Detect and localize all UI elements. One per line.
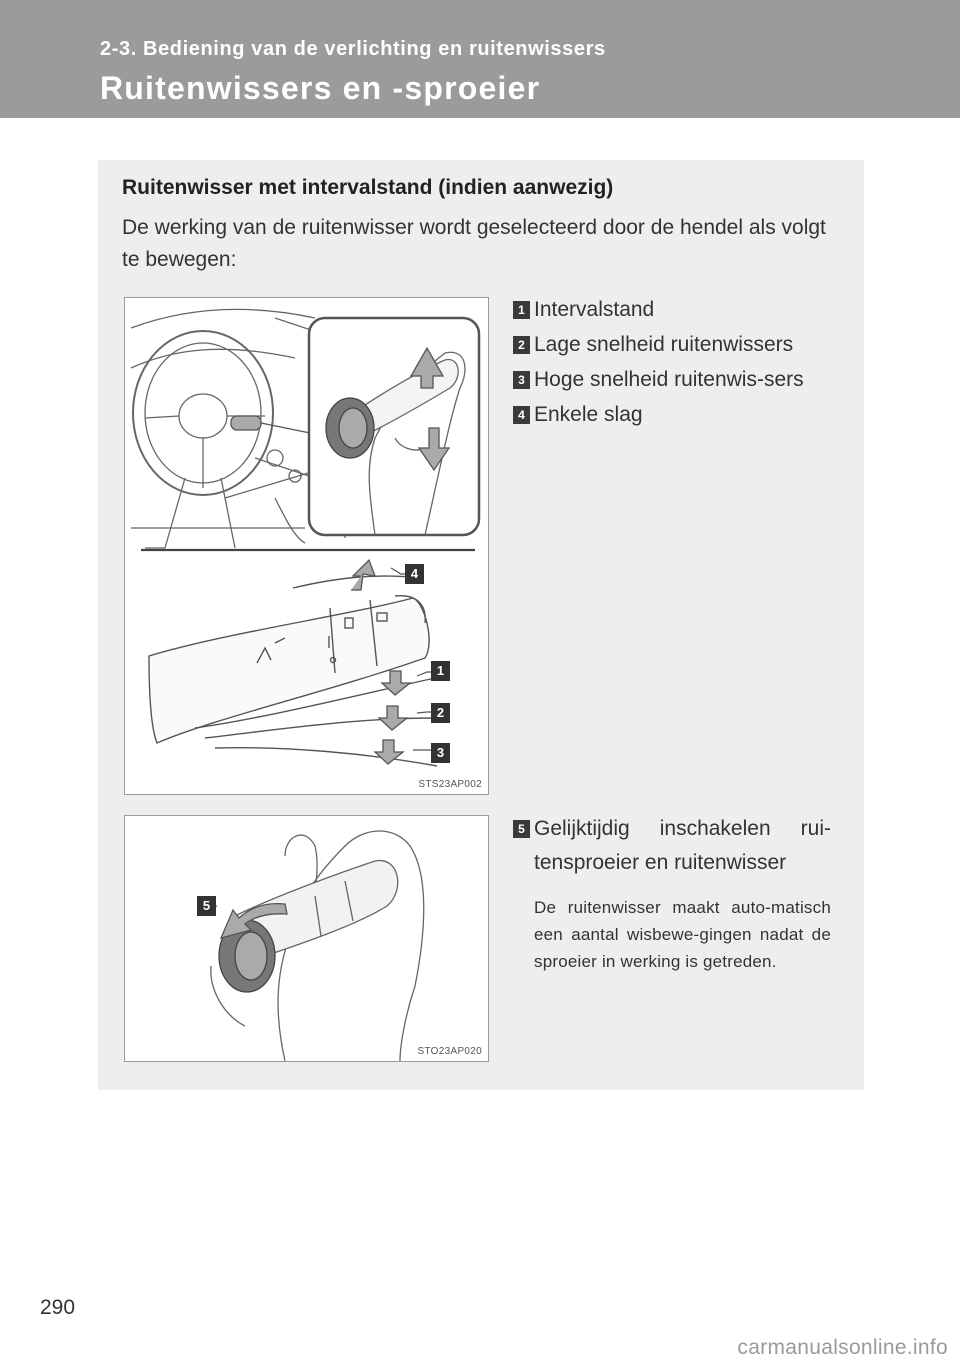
legend-item-1 — [513, 293, 831, 327]
figure2-code: STO23AP020 — [417, 1046, 482, 1057]
page-title: Ruitenwissers en -sproeier — [100, 70, 541, 106]
legend-number-3: 3 — [513, 371, 530, 389]
figure1-callout-1: 1 — [431, 661, 450, 681]
page-number: 290 — [40, 1296, 76, 1319]
panel-intro: De werking van de ruitenwisser wordt geselecteerd door de hendel als volgt te bewegen: — [122, 216, 826, 271]
page-header — [0, 0, 960, 118]
legend-number-1: 1 — [513, 301, 530, 319]
figure1-callout-4: 4 — [405, 564, 424, 584]
section-label: 2-3. Bediening van de verlichting en ruitenwissers — [100, 38, 606, 60]
figure-wiper-lever-positions — [124, 297, 489, 795]
legend-label-2: Lage snelheid ruitenwissers — [534, 333, 794, 356]
legend-label-3: Hoge snelheid ruitenwis-sers — [534, 368, 804, 391]
legend-number-2: 2 — [513, 336, 530, 354]
wiper-positions-legend — [513, 293, 831, 433]
legend-label-4: Enkele slag — [534, 403, 643, 426]
figure1-callout-3: 3 — [431, 743, 450, 763]
legend-number-5: 5 — [513, 820, 530, 838]
legend-label-1: Intervalstand — [534, 298, 655, 321]
washer-note: De ruitenwisser maakt auto-matisch een aantal wisbewe-gingen nadat de sproeier in werking is getreden. — [534, 898, 831, 971]
legend-item-2 — [513, 328, 831, 362]
legend-item-5 — [513, 812, 831, 880]
figure1-code: STS23AP002 — [418, 779, 482, 790]
legend-label-5: Gelijktijdig inschakelen rui-tensproeier en ruitenwisser — [534, 817, 831, 874]
washer-lever-illustration — [125, 816, 488, 1061]
legend-number-4: 4 — [513, 406, 530, 424]
legend-item-4 — [513, 398, 831, 432]
figure2-callout-5: 5 — [197, 896, 216, 916]
legend-item-3 — [513, 363, 831, 397]
panel-heading: Ruitenwisser met intervalstand (indien aanwezig) — [122, 176, 614, 199]
washer-legend — [513, 812, 831, 975]
figure1-callout-2: 2 — [431, 703, 450, 723]
figure-washer-operation — [124, 815, 489, 1062]
site-watermark: carmanualsonline.info — [737, 1336, 948, 1359]
